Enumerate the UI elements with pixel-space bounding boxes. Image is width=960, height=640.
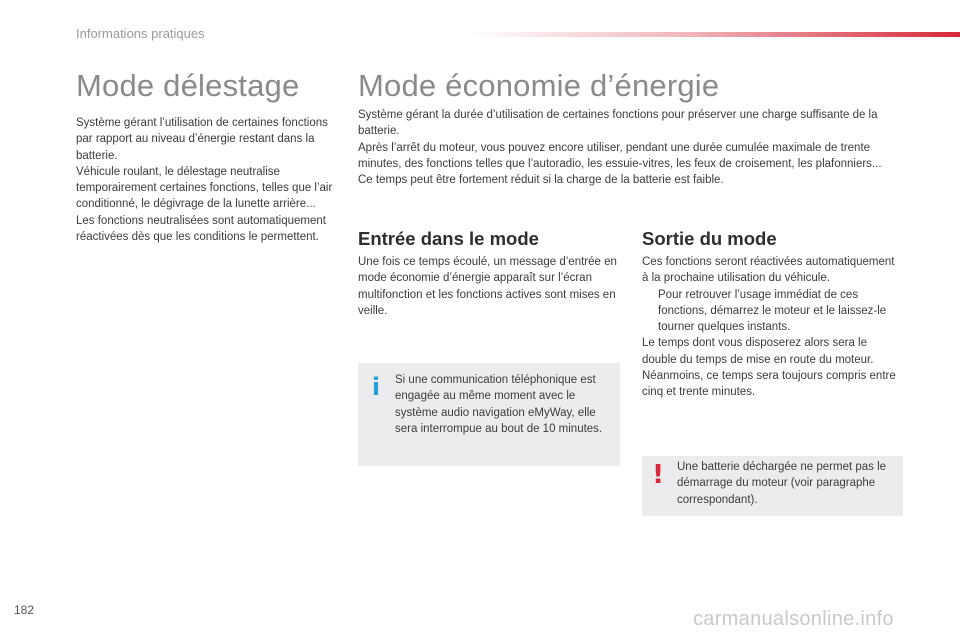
sortie-bullet-text: Pour retrouver l’usage immédiat de ces fonctions, démarrez le moteur et le laissez-le tourner quelques instants. (658, 288, 887, 334)
sortie-paragraph: Le temps dont vous disposerez alors sera le double du temps de mise en route du moteur. Néanmoins, ce temps sera toujours compris entre cinq et trente minutes. (642, 337, 896, 399)
delestage-paragraph: Système gérant l’utilisation de certaines fonctions par rapport au niveau d’énergie restant dans la batterie. (76, 117, 328, 162)
title-mode-delestage: Mode délestage (76, 68, 300, 103)
economie-paragraph: Système gérant la durée d’utilisation de certaines fonctions pour préserver une charge suffisante de la batterie. (358, 109, 878, 138)
entree-body (358, 254, 624, 319)
delestage-paragraph: Les fonctions neutralisées sont automatiquement réactivées dès que les conditions le permettent. (76, 214, 326, 244)
page-number: 182 (14, 603, 35, 617)
economie-paragraph: Ce temps peut être fortement réduit si la charge de la batterie est faible. (358, 174, 724, 187)
sortie-bullet (642, 287, 904, 336)
economie-paragraph: Après l’arrêt du moteur, vous pouvez encore utiliser, pendant une durée cumulée maximale de trente minutes, des fonctions telles que l’autoradio, les essuie-vitres, les feux de croisement, les plafonniers... (358, 141, 882, 170)
entree-paragraph: Une fois ce temps écoulé, un message d’entrée en mode économie d’énergie apparaît sur l’écran multifonction et les fonctions actives sont mises en veille. (358, 256, 617, 317)
info-box (358, 363, 620, 466)
subtitle-entree: Entrée dans le mode (358, 228, 539, 249)
delestage-paragraph: Véhicule roulant, le délestage neutralise temporairement certaines fonctions, telles que l’air conditionné, le dégivrage de la lunette arrière... (76, 165, 333, 211)
info-box-text: Si une communication téléphonique est engagée au même moment avec le système audio navigation eMyWay, elle sera interrompue au bout de 10 minutes. (395, 374, 603, 435)
economie-body (358, 107, 898, 188)
watermark: carmanualsonline.info (693, 608, 894, 630)
subtitle-sortie: Sortie du mode (642, 228, 777, 249)
header-accent-bar (470, 32, 960, 37)
warning-icon: ! (652, 460, 664, 490)
title-mode-economie: Mode économie d’énergie (358, 68, 720, 103)
warning-box-text: Une batterie déchargée ne permet pas le démarrage du moteur (voir paragraphe correspondant). (677, 461, 887, 506)
info-icon: i (371, 373, 381, 401)
sortie-body (642, 254, 904, 401)
sortie-paragraph: Ces fonctions seront réactivées automatiquement à la prochaine utilisation du véhicule. (642, 256, 895, 285)
section-header: Informations pratiques (76, 26, 205, 41)
arrow-bullet-icon (642, 287, 658, 336)
delestage-body (76, 115, 338, 245)
warning-box (642, 456, 903, 516)
